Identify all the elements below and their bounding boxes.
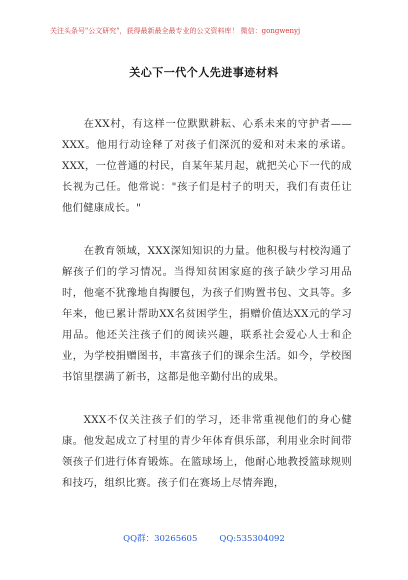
paragraph-3: XXX不仅关注孩子们的学习，还非常重视他们的身心健康。他发起成立了村里的青少年体育俱乐部，利用业余时间带领孩子们进行体育锻炼。在篮球场上，他耐心地教授篮球规则和技巧，组织比赛。孩子们在赛场上尽情奔跑， (62, 414, 352, 489)
paragraph-2: 在教育领域，XXX深知知识的力量。他积极与村校沟通了解孩子们的学习情况。当得知贫困家庭的孩子缺少学习用品时，他毫不犹豫地自掏腰包，为孩子们购置书包、文具等。多年来，他已累计帮助XX名贫困学生，捐赠价值达XX元的学习用品。他还关注孩子们的阅读兴趣，联系社会爱心人士和企业，为学校捐赠图书，丰富孩子们的课余生活。如今，学校图书馆里摆满了新书，这都是他辛勤付出的成果。 (62, 245, 352, 383)
document-title: 关心下一代个人先进事迹材料 (129, 66, 279, 79)
paragraph-1: 在XX村，有这样一位默默耕耘、心系未来的守护者——XXX。他用行动诠释了对孩子们深沉的爱和对未来的承诺。XXX，一位普通的村民，自某年某月起，就把关心下一代的成长视为己任。他常说："孩子们是村子的明天，我们有责任让他们健康成长。" (62, 118, 352, 214)
header-promo-note: 关注头条号"公文研究"，获得最新最全最专业的公文资料库！ 微信：gongwenyj (50, 27, 301, 35)
footer-qq: QQ:535304092 (219, 534, 285, 544)
document-body (62, 114, 352, 516)
footer-contact (0, 532, 408, 544)
footer-qq-group: QQ群：30265605 (123, 534, 198, 544)
